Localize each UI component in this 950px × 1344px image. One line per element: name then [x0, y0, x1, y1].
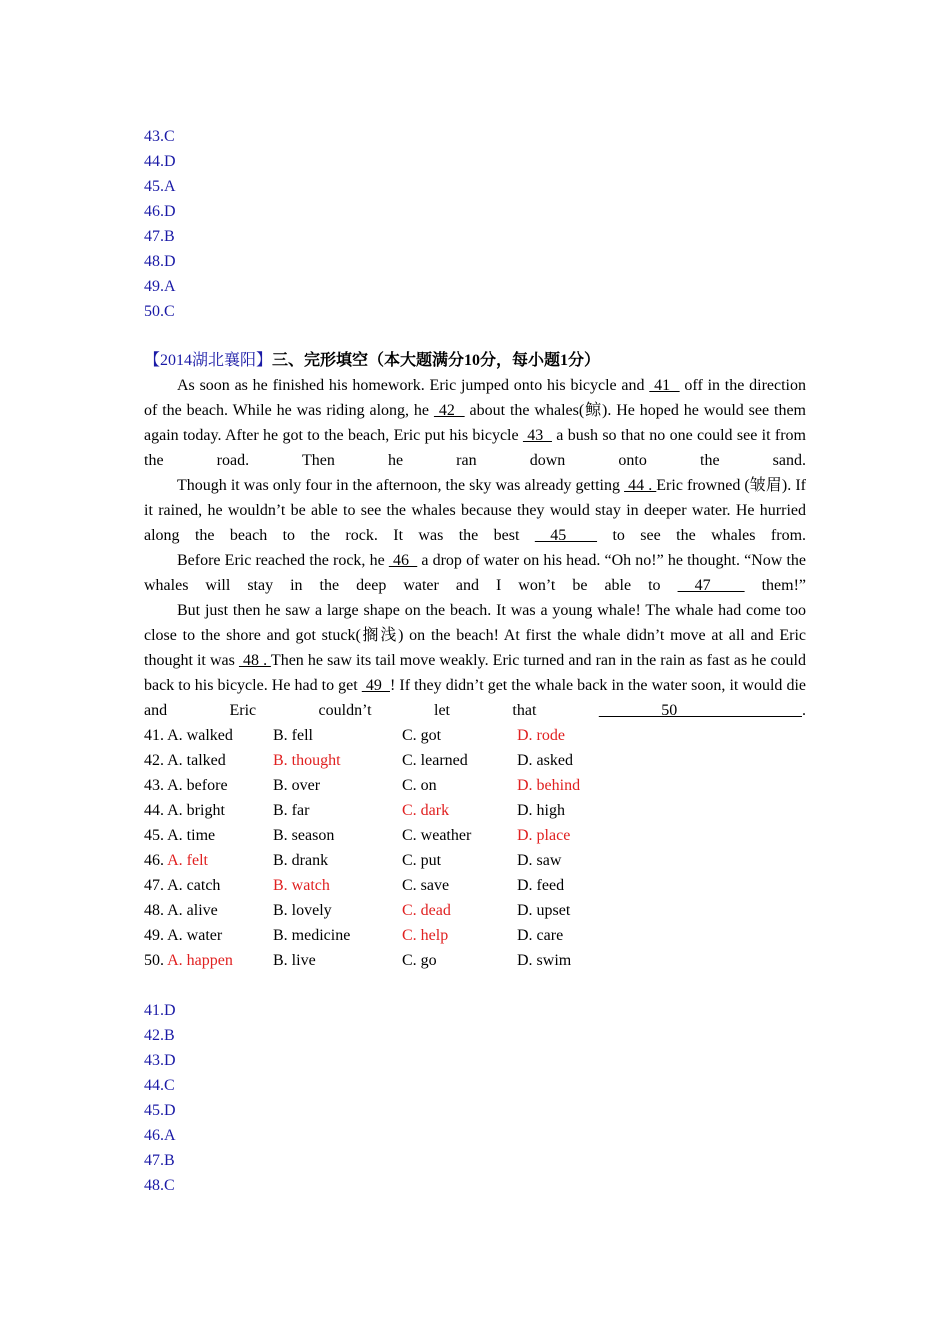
passage-text: ! If they didn’t get the whale back in the water soon, it would die and Eric couldn’t let that [144, 677, 807, 719]
option-cell-a [144, 773, 228, 798]
header-bracket-close: 】 [256, 352, 273, 369]
option-d: D. behind [517, 777, 581, 794]
passage-paragraph-2 [144, 473, 806, 548]
option-a: A. walked [167, 727, 233, 744]
answer-item: 45.D [144, 1102, 176, 1119]
answer-item: 50.C [144, 303, 175, 320]
question-number: 46. [144, 852, 168, 869]
option-d: D. rode [517, 727, 565, 744]
option-d: D. high [517, 802, 565, 819]
option-c: C. go [402, 952, 437, 969]
question-number: 47. [144, 877, 168, 894]
passage-text: a drop of water on his head. “Oh no!” he thought. “Now the whales will stay in the deep water and I won’t be able to [144, 552, 807, 594]
option-b: B. watch [273, 877, 330, 894]
passage-text: Eric frowned (皱眉). If it rained, he wouldn’t be able to see the whales because they would stay in deeper water. He hurried along the beach to the rock. It was the best [144, 477, 806, 544]
option-c: C. on [402, 777, 437, 794]
option-c: C. weather [402, 827, 472, 844]
option-b: B. medicine [273, 927, 351, 944]
option-a: A. alive [167, 902, 218, 919]
option-b: B. season [273, 827, 335, 844]
option-b: B. fell [273, 727, 313, 744]
option-a: A. felt [167, 852, 208, 869]
option-row [144, 723, 806, 748]
answer-item: 45.A [144, 178, 176, 195]
option-cell-a [144, 848, 208, 873]
answer-item: 44.C [144, 1077, 175, 1094]
option-row [144, 898, 806, 923]
answer-item: 41.D [144, 1002, 176, 1019]
passage-paragraph-3 [144, 548, 806, 598]
option-cell-a [144, 948, 233, 973]
answer-item: 47.B [144, 228, 175, 245]
blank-45: 45 [534, 527, 598, 544]
option-b: B. drank [273, 852, 329, 869]
option-d: D. asked [517, 752, 573, 769]
option-row [144, 848, 806, 873]
option-c: C. save [402, 877, 450, 894]
answer-item: 48.C [144, 1177, 175, 1194]
question-number: 49. [144, 927, 168, 944]
top-answer-list [144, 124, 806, 324]
blank-43: 43 [522, 427, 552, 444]
answer-item: 42.B [144, 1027, 175, 1044]
answer-item: 43.C [144, 128, 175, 145]
option-d: D. feed [517, 877, 565, 894]
blank-48: 48 . [238, 652, 271, 669]
option-b: B. over [273, 777, 321, 794]
option-cell-a [144, 873, 220, 898]
passage-text: Then he saw its tail move weakly. Eric turned and ran in the rain as fast as he could back to his bicycle. He had to get [144, 652, 806, 694]
answer-item: 43.D [144, 1052, 176, 1069]
blank-41: 41 [649, 377, 680, 394]
option-row [144, 773, 806, 798]
option-a: A. before [167, 777, 228, 794]
option-row [144, 948, 806, 973]
option-row [144, 798, 806, 823]
passage-text: Before Eric reached the rock, he [177, 552, 389, 569]
answer-item: 47.B [144, 1152, 175, 1169]
passage-text: them!” [744, 577, 807, 594]
passage-text: As soon as he finished his homework. Eric jumped onto his bicycle and [177, 377, 650, 394]
option-c: C. help [402, 927, 449, 944]
option-b: B. lovely [273, 902, 332, 919]
section-header [144, 348, 806, 373]
bottom-answer-list [144, 998, 806, 1198]
option-c: C. dead [402, 902, 451, 919]
option-c: C. got [402, 727, 442, 744]
option-b: B. thought [273, 752, 341, 769]
option-row [144, 823, 806, 848]
question-number: 45. [144, 827, 168, 844]
question-number: 50. [144, 952, 168, 969]
answer-item: 48.D [144, 253, 176, 270]
option-a: A. happen [167, 952, 233, 969]
blank-46: 46 [388, 552, 418, 569]
question-number: 44. [144, 802, 168, 819]
header-title: 三、完形填空（本大题满分10分，每小题1分） [272, 352, 601, 369]
option-cell-a [144, 723, 233, 748]
option-b: B. live [273, 952, 316, 969]
option-cell-a [144, 923, 222, 948]
option-d: D. place [517, 827, 571, 844]
option-d: D. care [517, 927, 564, 944]
question-number: 42. [144, 752, 168, 769]
passage-text: . [802, 702, 807, 719]
option-row [144, 873, 806, 898]
option-d: D. swim [517, 952, 572, 969]
answer-item: 49.A [144, 278, 176, 295]
blank-50: 50 [598, 702, 803, 719]
passage-text: to see the whales from. [597, 527, 807, 544]
option-a: A. catch [167, 877, 221, 894]
passage-paragraph-1 [144, 373, 806, 473]
passage-text: Though it was only four in the afternoon, the sky was already getting [177, 477, 625, 494]
option-cell-a [144, 898, 218, 923]
answer-item: 44.D [144, 153, 176, 170]
document-page [144, 124, 806, 1198]
option-c: C. dark [402, 802, 450, 819]
blank-44: 44 . [624, 477, 657, 494]
option-c: C. learned [402, 752, 468, 769]
option-d: D. saw [517, 852, 562, 869]
header-bracket-open: 【 [144, 352, 161, 369]
answer-item: 46.A [144, 1127, 176, 1144]
passage-text: off in the direction of the beach. While he was riding along, he [144, 377, 806, 419]
options-table [144, 723, 806, 973]
passage-text: a bush so that no one could see it from the road. Then he ran down onto the sand. [144, 427, 806, 469]
option-b: B. far [273, 802, 310, 819]
option-a: A. talked [167, 752, 226, 769]
option-a: A. water [167, 927, 223, 944]
passage-text: about the whales(鲸). He hoped he would see them again today. After he got to the beach, Eric put his bicycle [144, 402, 806, 444]
option-cell-a [144, 748, 226, 773]
option-d: D. upset [517, 902, 571, 919]
option-row [144, 748, 806, 773]
option-a: A. time [167, 827, 216, 844]
blank-42: 42 [433, 402, 465, 419]
option-a: A. bright [167, 802, 225, 819]
question-number: 48. [144, 902, 168, 919]
blank-49: 49 [361, 677, 390, 694]
option-cell-a [144, 798, 225, 823]
question-number: 43. [144, 777, 168, 794]
passage-text: But just then he saw a large shape on the beach. It was a young whale! The whale had come too close to the shore and got stuck(搁浅) on the beach! At first the whale didn’t move at all and Eric thought it was [144, 602, 806, 669]
option-cell-a [144, 823, 215, 848]
passage-paragraph-4 [144, 598, 806, 723]
header-source: 2014湖北襄阳 [160, 352, 257, 369]
blank-47: 47 [677, 577, 745, 594]
option-row [144, 923, 806, 948]
option-c: C. put [402, 852, 442, 869]
answer-item: 46.D [144, 203, 176, 220]
question-number: 41. [144, 727, 168, 744]
